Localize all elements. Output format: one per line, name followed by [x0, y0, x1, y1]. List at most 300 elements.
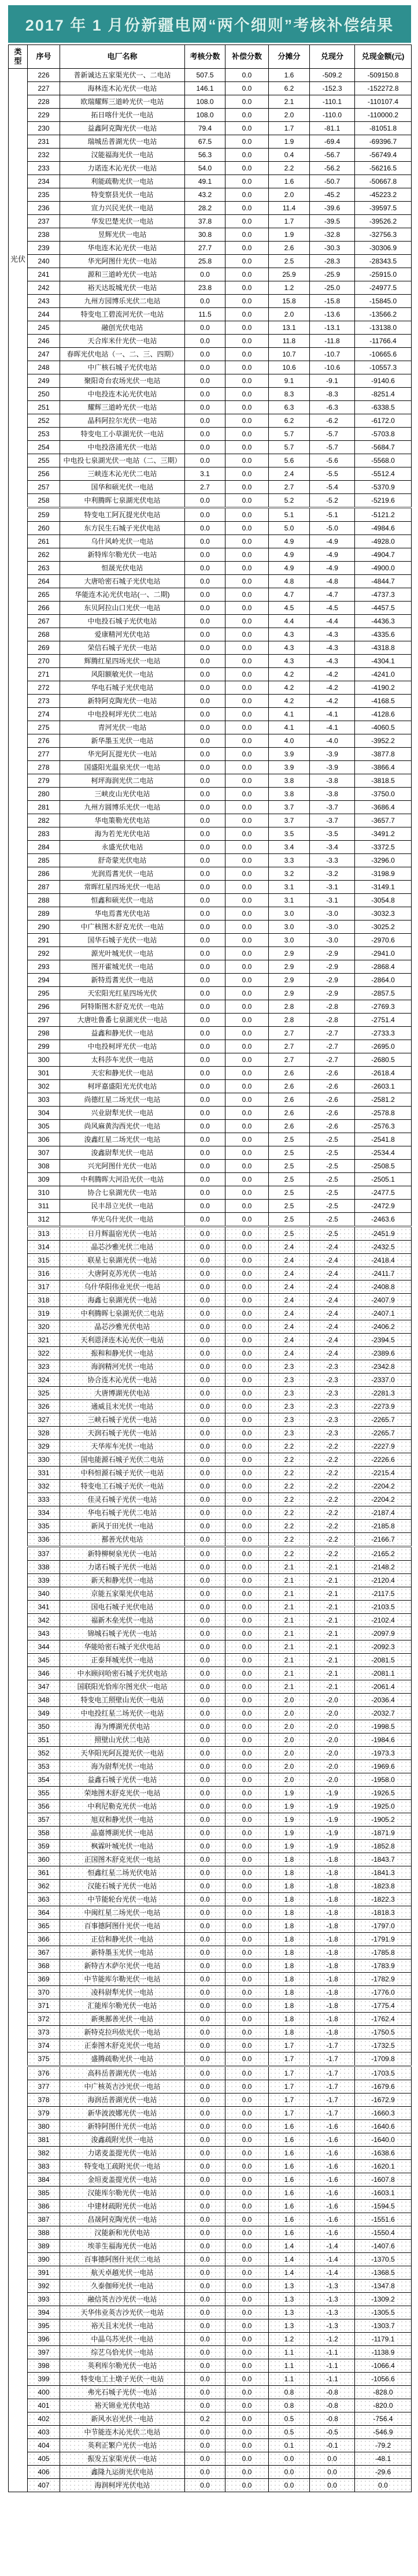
row-plant-name: 太科莎车光伏一电站 — [60, 1053, 185, 1067]
row-compensation-score: 0.0 — [225, 202, 269, 215]
row-assessment-score: 0.0 — [185, 335, 225, 348]
row-seq: 261 — [28, 535, 60, 548]
row-seq: 314 — [28, 1241, 60, 1254]
row-plant-name: 英利库尔勒光伏一电站 — [60, 2359, 185, 2373]
row-realization-amount: -1638.6 — [355, 2147, 412, 2160]
row-realization-score: -1.8 — [310, 1946, 355, 1959]
row-compensation-score: 0.0 — [225, 1601, 269, 1614]
table-row — [9, 1400, 412, 1413]
table-row — [9, 2052, 412, 2066]
row-plant-name: 中广核石城子光伏电站 — [60, 361, 185, 374]
row-realization-amount: -2407.1 — [355, 1307, 412, 1320]
row-realization-score: -4.2 — [310, 681, 355, 695]
row-assessment-score: 79.4 — [185, 122, 225, 135]
row-plant-name: 中节能连木沁光伏二电站 — [60, 2426, 185, 2439]
row-realization-amount: -2265.7 — [355, 1413, 412, 1427]
row-plant-name: 舒奇蒙光伏电站 — [60, 854, 185, 867]
row-allocation-score: 5.0 — [269, 522, 310, 535]
table-row — [9, 1973, 412, 1986]
row-realization-amount: -4335.6 — [355, 628, 412, 641]
row-allocation-score: 1.9 — [269, 228, 310, 242]
row-allocation-score: 3.1 — [269, 894, 310, 907]
row-plant-name: 华电石城子光伏电站 — [60, 681, 185, 695]
row-realization-amount: -39597.5 — [355, 202, 412, 215]
table-row — [9, 388, 412, 401]
row-plant-name: 百事德阿图什光伏一电站 — [60, 1920, 185, 1933]
row-compensation-score: 0.0 — [225, 2399, 269, 2412]
row-allocation-score: 2.5 — [269, 1133, 310, 1146]
row-realization-amount: -2227.9 — [355, 1440, 412, 1453]
table-header-row — [9, 45, 412, 69]
row-allocation-score: 2.1 — [269, 1614, 310, 1627]
table-row — [9, 2293, 412, 2306]
row-realization-amount: -2769.3 — [355, 1000, 412, 1014]
row-assessment-score: 0.0 — [185, 2280, 225, 2293]
row-assessment-score: 0.0 — [185, 1773, 225, 1787]
row-compensation-score: 0.0 — [225, 1280, 269, 1294]
row-realization-amount: -45223.2 — [355, 188, 412, 202]
row-assessment-score: 0.0 — [185, 321, 225, 335]
row-allocation-score: 13.1 — [269, 321, 310, 335]
row-realization-amount: -2411.7 — [355, 1267, 412, 1280]
row-realization-score: -1.6 — [310, 2226, 355, 2240]
table-row — [9, 1186, 412, 1200]
row-plant-name: 中闽红星二场光伏一电站 — [60, 1906, 185, 1920]
row-realization-amount: -1823.8 — [355, 1880, 412, 1893]
row-realization-score: -2.4 — [310, 1280, 355, 1294]
row-plant-name: 中电投红星二场光伏一电站 — [60, 1707, 185, 1720]
row-seq: 257 — [28, 481, 60, 494]
row-realization-amount: -2406.2 — [355, 1320, 412, 1334]
table-row — [9, 801, 412, 814]
row-allocation-score: 4.1 — [269, 721, 310, 734]
row-realization-amount: -6172.0 — [355, 414, 412, 428]
row-plant-name: 新特克拉玛依光伏一电站 — [60, 2026, 185, 2039]
row-plant-name: 金垣麦盖提光伏一电站 — [60, 2173, 185, 2187]
row-realization-score: -2.9 — [310, 987, 355, 1000]
row-realization-score: -1.3 — [310, 2280, 355, 2293]
table-row — [9, 1640, 412, 1654]
table-row — [9, 1853, 412, 1866]
row-realization-amount: -2185.8 — [355, 1520, 412, 1533]
row-plant-name: 国盛阳光温泉光伏一电站 — [60, 761, 185, 774]
row-allocation-score: 1.1 — [269, 2346, 310, 2359]
row-allocation-score: 3.0 — [269, 920, 310, 934]
row-compensation-score: 0.0 — [225, 2346, 269, 2359]
row-seq: 397 — [28, 2346, 60, 2359]
row-allocation-score: 4.2 — [269, 695, 310, 708]
row-realization-score: -2.4 — [310, 1241, 355, 1254]
row-allocation-score: 1.1 — [269, 2359, 310, 2373]
row-allocation-score: 2.0 — [269, 1760, 310, 1773]
row-plant-name: 协合连木沁光伏一电站 — [60, 1374, 185, 1387]
row-compensation-score: 0.0 — [225, 1587, 269, 1601]
row-compensation-score: 0.0 — [225, 1040, 269, 1053]
row-compensation-score: 0.0 — [225, 1986, 269, 1999]
row-realization-score: -1.6 — [310, 2200, 355, 2213]
row-realization-score: -0.8 — [310, 2412, 355, 2426]
row-seq: 390 — [28, 2253, 60, 2266]
row-realization-amount: -50667.8 — [355, 175, 412, 188]
row-realization-amount: -1973.3 — [355, 1747, 412, 1760]
row-plant-name: 裕天达坂城光伏一电站 — [60, 281, 185, 295]
row-plant-name: 柯坪嘉盛阳光光伏电站 — [60, 1080, 185, 1093]
row-compensation-score: 0.0 — [225, 215, 269, 228]
row-realization-score: -1.9 — [310, 1787, 355, 1800]
row-assessment-score: 0.0 — [185, 1267, 225, 1280]
row-realization-score: -2.6 — [310, 1107, 355, 1120]
row-seq: 345 — [28, 1654, 60, 1667]
row-plant-name: 正信和静光伏一电站 — [60, 1933, 185, 1946]
row-allocation-score: 2.6 — [269, 1120, 310, 1133]
row-seq: 384 — [28, 2173, 60, 2187]
row-allocation-score: 1.8 — [269, 1853, 310, 1866]
table-row — [9, 414, 412, 428]
row-realization-amount: -1672.9 — [355, 2094, 412, 2107]
row-assessment-score: 0.0 — [185, 1254, 225, 1267]
row-compensation-score: 0.0 — [225, 414, 269, 428]
row-plant-name: 日月辉温宿光伏一电站 — [60, 1227, 185, 1241]
row-assessment-score: 0.0 — [185, 1587, 225, 1601]
row-seq: 278 — [28, 761, 60, 774]
row-allocation-score: 0.0 — [269, 2479, 310, 2492]
table-row — [9, 1347, 412, 1360]
table-row — [9, 1627, 412, 1640]
row-realization-amount: -4436.3 — [355, 615, 412, 628]
row-assessment-score: 0.0 — [185, 827, 225, 841]
row-compensation-score: 0.0 — [225, 734, 269, 748]
row-assessment-score: 3.1 — [185, 467, 225, 481]
table-row — [9, 761, 412, 774]
row-realization-score: -2.1 — [310, 1614, 355, 1627]
row-plant-name: 宣力兴民光伏一电站 — [60, 202, 185, 215]
row-realization-score: -2.1 — [310, 1601, 355, 1614]
row-compensation-score: 0.0 — [225, 1080, 269, 1093]
row-realization-score: -1.8 — [310, 1959, 355, 1973]
row-seq: 312 — [28, 1213, 60, 1227]
row-allocation-score: 1.6 — [269, 2213, 310, 2226]
table-row — [9, 934, 412, 947]
row-realization-amount: -3032.3 — [355, 907, 412, 920]
row-assessment-score: 0.0 — [185, 1467, 225, 1480]
row-realization-amount: -2733.3 — [355, 1027, 412, 1040]
row-realization-amount: -3818.5 — [355, 774, 412, 788]
row-realization-score: -30.3 — [310, 242, 355, 255]
row-allocation-score: 4.2 — [269, 668, 310, 681]
column-header-type: 类型 — [9, 45, 28, 69]
row-seq: 238 — [28, 228, 60, 242]
row-assessment-score: 2.7 — [185, 481, 225, 494]
table-row — [9, 1920, 412, 1933]
table-row — [9, 1360, 412, 1374]
row-realization-score: -2.3 — [310, 1427, 355, 1440]
row-plant-name: 鄯善光伏电站 — [60, 1533, 185, 1547]
row-realization-score: -2.0 — [310, 1734, 355, 1747]
table-row — [9, 1200, 412, 1213]
row-assessment-score: 0.0 — [185, 2466, 225, 2479]
row-realization-amount: -1732.5 — [355, 2039, 412, 2052]
row-assessment-score: 0.0 — [185, 628, 225, 641]
row-realization-amount: -8251.4 — [355, 388, 412, 401]
row-assessment-score: 0.0 — [185, 934, 225, 947]
row-plant-name: 华电连木沁光伏一电站 — [60, 242, 185, 255]
row-plant-name: 力诺连木沁光伏一电站 — [60, 162, 185, 175]
row-realization-amount: -2103.5 — [355, 1601, 412, 1614]
row-realization-score: -2.1 — [310, 1587, 355, 1601]
row-plant-name: 盛腾疏勒光伏一电站 — [60, 2052, 185, 2066]
row-realization-score: -4.3 — [310, 655, 355, 668]
row-realization-score: -4.5 — [310, 602, 355, 615]
row-allocation-score: 1.6 — [269, 175, 310, 188]
row-seq: 360 — [28, 1853, 60, 1866]
row-allocation-score: 2.2 — [269, 1440, 310, 1453]
row-realization-amount: -69396.7 — [355, 135, 412, 149]
row-plant-name: 国电石城子光伏电站 — [60, 1601, 185, 1614]
row-plant-name: 新特阿克陶光伏一电站 — [60, 695, 185, 708]
row-seq: 380 — [28, 2120, 60, 2133]
row-realization-score: -39.5 — [310, 215, 355, 228]
row-seq: 289 — [28, 907, 60, 920]
row-realization-score: -2.0 — [310, 1694, 355, 1707]
row-assessment-score: 0.0 — [185, 1014, 225, 1027]
column-header-3: 补偿分数 — [225, 45, 269, 69]
row-realization-score: -2.0 — [310, 1707, 355, 1720]
row-realization-amount: -25915.0 — [355, 268, 412, 281]
row-realization-score: -2.3 — [310, 1413, 355, 1427]
row-realization-score: -1.8 — [310, 1920, 355, 1933]
row-assessment-score: 0.0 — [185, 2052, 225, 2066]
table-row — [9, 228, 412, 242]
row-plant-name: 联星七泉湖光伏一电站 — [60, 1254, 185, 1267]
row-seq: 322 — [28, 1347, 60, 1360]
row-realization-score: -4.9 — [310, 562, 355, 575]
row-allocation-score: 10.6 — [269, 361, 310, 374]
row-realization-amount: -24977.5 — [355, 281, 412, 295]
row-assessment-score: 0.0 — [185, 1654, 225, 1667]
row-seq: 339 — [28, 1574, 60, 1587]
row-realization-score: -2.5 — [310, 1146, 355, 1160]
row-seq: 254 — [28, 441, 60, 454]
table-row — [9, 361, 412, 374]
row-realization-amount: -4904.7 — [355, 548, 412, 562]
row-plant-name: 兴业尉犁光伏一电站 — [60, 1107, 185, 1120]
row-realization-amount: -828.0 — [355, 2386, 412, 2399]
row-realization-amount: -3952.2 — [355, 734, 412, 748]
row-compensation-score: 0.0 — [225, 2253, 269, 2266]
row-realization-amount: -56749.4 — [355, 149, 412, 162]
row-realization-score: -13.1 — [310, 321, 355, 335]
row-realization-amount: -2680.5 — [355, 1053, 412, 1067]
row-assessment-score: 0.0 — [185, 1760, 225, 1773]
row-realization-amount: -3866.4 — [355, 761, 412, 774]
row-assessment-score: 0.0 — [185, 615, 225, 628]
row-compensation-score: 0.0 — [225, 522, 269, 535]
row-seq: 229 — [28, 109, 60, 122]
row-assessment-score: 0.0 — [185, 1720, 225, 1734]
row-compensation-score: 0.0 — [225, 814, 269, 827]
row-plant-name: 新风于田光伏一电站 — [60, 1520, 185, 1533]
row-allocation-score: 1.7 — [269, 215, 310, 228]
row-seq: 260 — [28, 522, 60, 535]
row-allocation-score: 2.7 — [269, 1027, 310, 1040]
row-realization-score: -4.2 — [310, 668, 355, 681]
row-compensation-score: 0.0 — [225, 562, 269, 575]
row-realization-score: -6.2 — [310, 414, 355, 428]
row-realization-amount: -2166.7 — [355, 1533, 412, 1547]
row-realization-amount: -6338.5 — [355, 401, 412, 414]
row-assessment-score: 0.0 — [185, 1893, 225, 1906]
row-assessment-score: 0.0 — [185, 1320, 225, 1334]
row-assessment-score: 0.0 — [185, 2200, 225, 2213]
row-allocation-score: 2.4 — [269, 1320, 310, 1334]
row-allocation-score: 5.2 — [269, 494, 310, 508]
row-realization-amount: -2508.5 — [355, 1160, 412, 1173]
row-assessment-score: 0.0 — [185, 454, 225, 467]
table-row — [9, 162, 412, 175]
row-plant-name: 新特焉耆光伏一电站 — [60, 974, 185, 987]
row-compensation-score: 0.0 — [225, 2293, 269, 2306]
row-compensation-score: 0.0 — [225, 2066, 269, 2080]
row-plant-name: 福新木垒光伏一电站 — [60, 1614, 185, 1627]
row-seq: 319 — [28, 1307, 60, 1320]
row-seq: 233 — [28, 162, 60, 175]
table-row — [9, 974, 412, 987]
row-allocation-score: 10.7 — [269, 348, 310, 361]
row-plant-name: 大唐哈密石城子光伏电站 — [60, 575, 185, 588]
row-seq: 330 — [28, 1453, 60, 1467]
row-realization-amount: -2165.2 — [355, 1547, 412, 1561]
row-compensation-score: 0.0 — [225, 281, 269, 295]
row-compensation-score: 0.0 — [225, 2200, 269, 2213]
table-row — [9, 1387, 412, 1400]
row-assessment-score: 0.0 — [185, 1027, 225, 1040]
row-allocation-score: 1.7 — [269, 2094, 310, 2107]
row-seq: 297 — [28, 1014, 60, 1027]
row-realization-amount: -2102.4 — [355, 1614, 412, 1627]
row-plant-name: 聚阳奇台农场光伏一电站 — [60, 374, 185, 388]
row-compensation-score: 0.0 — [225, 1000, 269, 1014]
row-seq: 367 — [28, 1946, 60, 1959]
row-seq: 284 — [28, 841, 60, 854]
row-realization-amount: -1818.3 — [355, 1906, 412, 1920]
row-realization-score: -4.1 — [310, 708, 355, 721]
row-allocation-score: 2.5 — [269, 255, 310, 268]
row-plant-name: 正泰图木舒克光伏一电站 — [60, 2039, 185, 2052]
table-row — [9, 1227, 412, 1241]
row-compensation-score: 0.0 — [225, 1906, 269, 1920]
row-compensation-score: 0.0 — [225, 2107, 269, 2120]
row-realization-amount: -2477.5 — [355, 1186, 412, 1200]
row-seq: 335 — [28, 1520, 60, 1533]
row-realization-score: -1.3 — [310, 2293, 355, 2306]
table-row — [9, 947, 412, 960]
row-seq: 265 — [28, 588, 60, 602]
row-realization-amount: -1984.6 — [355, 1734, 412, 1747]
row-realization-score: -1.9 — [310, 1827, 355, 1840]
row-realization-amount: -1958.0 — [355, 1773, 412, 1787]
row-compensation-score: 0.0 — [225, 95, 269, 109]
row-assessment-score: 0.0 — [185, 894, 225, 907]
row-realization-amount: -2204.2 — [355, 1480, 412, 1493]
row-realization-score: -9.1 — [310, 374, 355, 388]
row-allocation-score: 2.2 — [269, 1453, 310, 1467]
row-assessment-score: 0.0 — [185, 1040, 225, 1053]
row-assessment-score: 0.0 — [185, 1227, 225, 1241]
row-allocation-score: 2.6 — [269, 1080, 310, 1093]
row-compensation-score: 0.0 — [225, 974, 269, 987]
table-row — [9, 2107, 412, 2120]
row-realization-score: -3.9 — [310, 748, 355, 761]
row-assessment-score: 0.0 — [185, 1360, 225, 1374]
row-plant-name: 枫霖叶城光伏一电站 — [60, 1840, 185, 1853]
row-assessment-score: 0.0 — [185, 641, 225, 655]
row-realization-score: -1.9 — [310, 1813, 355, 1827]
row-assessment-score: 11.5 — [185, 308, 225, 321]
row-compensation-score: 0.0 — [225, 1933, 269, 1946]
row-realization-amount: -2389.6 — [355, 1347, 412, 1360]
row-compensation-score: 0.0 — [225, 2466, 269, 2479]
row-seq: 236 — [28, 202, 60, 215]
row-compensation-score: 0.0 — [225, 348, 269, 361]
row-seq: 325 — [28, 1387, 60, 1400]
row-seq: 358 — [28, 1827, 60, 1840]
row-realization-score: -50.7 — [310, 175, 355, 188]
row-seq: 311 — [28, 1200, 60, 1213]
row-plant-name: 天华库车光伏一电站 — [60, 1440, 185, 1453]
row-realization-score: -1.1 — [310, 2373, 355, 2386]
row-seq: 248 — [28, 361, 60, 374]
row-plant-name: 华能哈密石城子光伏电站 — [60, 1640, 185, 1654]
row-assessment-score: 0.0 — [185, 441, 225, 454]
table-row — [9, 2466, 412, 2479]
row-allocation-score: 2.4 — [269, 1267, 310, 1280]
row-seq: 287 — [28, 881, 60, 894]
row-compensation-score: 0.0 — [225, 454, 269, 467]
row-realization-amount: -2941.0 — [355, 947, 412, 960]
row-realization-score: -3.0 — [310, 934, 355, 947]
table-row — [9, 308, 412, 321]
row-assessment-score: 0.0 — [185, 1520, 225, 1533]
row-allocation-score: 2.2 — [269, 1467, 310, 1480]
table-row — [9, 2266, 412, 2280]
row-allocation-score: 2.2 — [269, 1520, 310, 1533]
row-allocation-score: 2.0 — [269, 109, 310, 122]
table-row — [9, 2386, 412, 2399]
row-seq: 313 — [28, 1227, 60, 1241]
table-row — [9, 2226, 412, 2240]
row-compensation-score: 0.0 — [225, 135, 269, 149]
row-plant-name: 辉腾红星四场光伏一电站 — [60, 655, 185, 668]
row-seq: 291 — [28, 934, 60, 947]
row-seq: 252 — [28, 414, 60, 428]
row-assessment-score: 0.0 — [185, 414, 225, 428]
row-plant-name: 正国图木舒克光伏一电站 — [60, 1853, 185, 1866]
row-seq: 379 — [28, 2107, 60, 2120]
row-realization-score: -11.8 — [310, 335, 355, 348]
row-seq: 404 — [28, 2439, 60, 2452]
row-realization-amount: -1551.6 — [355, 2213, 412, 2226]
row-seq: 363 — [28, 1893, 60, 1906]
row-plant-name: 久泰伽师光伏一电站 — [60, 2280, 185, 2293]
row-realization-score: -1.4 — [310, 2253, 355, 2266]
row-realization-score: -2.4 — [310, 1254, 355, 1267]
row-assessment-score: 0.0 — [185, 1413, 225, 1427]
row-assessment-score: 0.0 — [185, 2226, 225, 2240]
row-plant-name: 海为博湖光伏电站 — [60, 1720, 185, 1734]
row-compensation-score: 0.0 — [225, 1973, 269, 1986]
row-realization-amount: -1370.5 — [355, 2253, 412, 2266]
row-assessment-score: 0.0 — [185, 1080, 225, 1093]
